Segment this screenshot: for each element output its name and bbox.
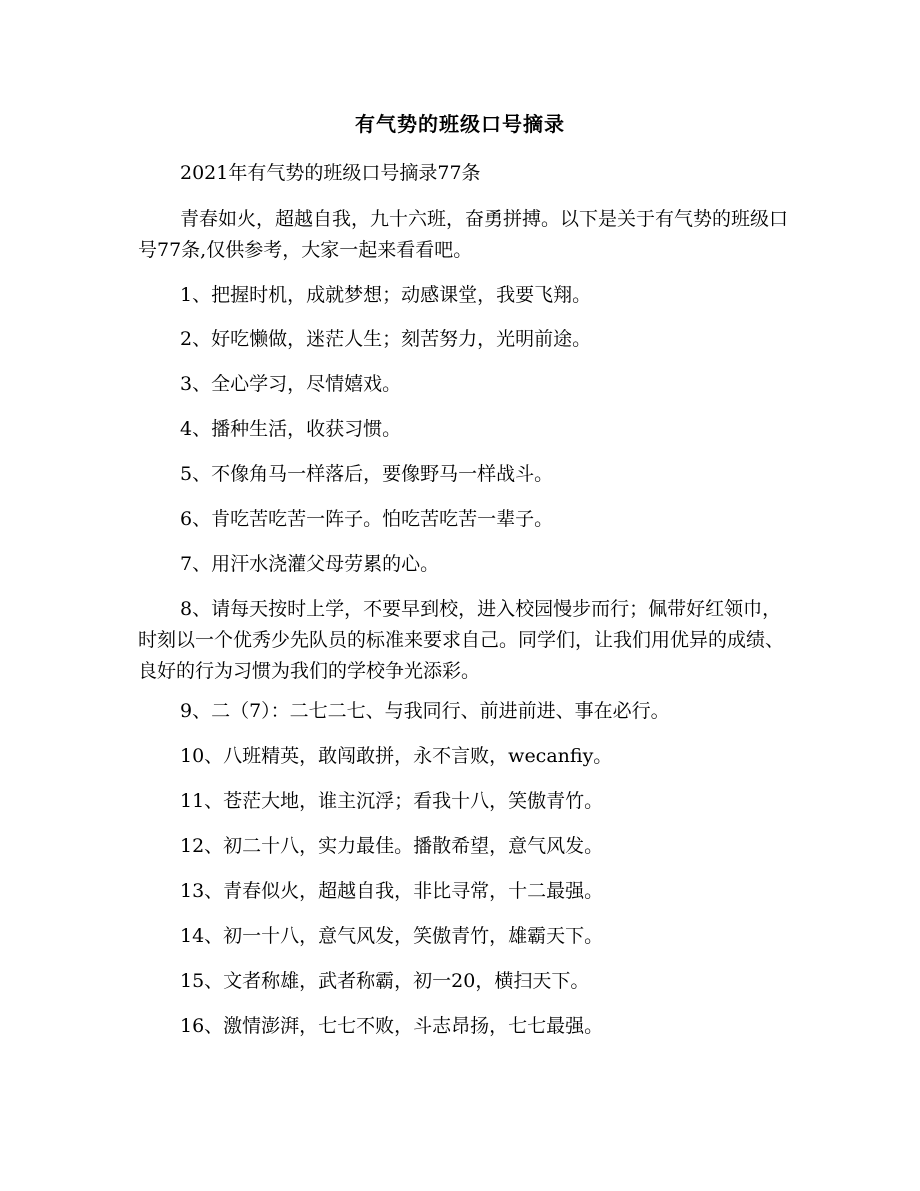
list-item: 13、青春似火，超越自我，非比寻常，十二最强。 [180,880,604,902]
list-item: 15、文者称雄，武者称霸，初一20，横扫天下。 [180,970,590,992]
list-item: 9、二（7）：二七二七、与我同行、前进前进、事在必行。 [180,700,670,722]
document-subtitle: 2021年有气势的班级口号摘录77条 [180,162,481,184]
list-item: 4、播种生活，收获习惯。 [180,418,402,440]
list-item: 1、把握时机，成就梦想；动感课堂，我要飞翔。 [180,284,592,306]
list-item: 2、好吃懒做，迷茫人生；刻苦努力，光明前途。 [180,328,592,350]
list-item: 6、肯吃苦吃苦一阵子。怕吃苦吃苦一辈子。 [180,508,554,530]
list-item: 16、激情澎湃，七七不败，斗志昂扬，七七最强。 [180,1015,604,1037]
list-item: 7、用汗水浇灌父母劳累的心。 [180,553,440,575]
list-item: 14、初一十八，意气风发，笑傲青竹，雄霸天下。 [180,925,604,947]
list-item: 10、八班精英，敢闯敢拼，永不言败，wecanfiy。 [180,745,613,767]
list-item: 8、请每天按时上学，不要早到校，进入校园慢步而行；佩带好红领巾，时刻以一个优秀少先队员的标准来要求自己。同学们，让我们用优异的成绩、良好的行为习惯为我们的学校争光添彩。 [138,598,785,682]
list-item: 3、全心学习，尽情嬉戏。 [180,373,402,395]
intro-paragraph: 青春如火，超越自我，九十六班，奋勇拼搏。以下是关于有气势的班级口号77条,仅供参考，大家一起来看看吧。 [138,208,789,261]
list-item: 12、初二十八，实力最佳。播散希望，意气风发。 [180,835,604,857]
document-title: 有气势的班级口号摘录 [355,112,565,136]
list-item: 5、不像角马一样落后，要像野马一样战斗。 [180,463,554,485]
list-item: 11、苍茫大地，谁主沉浮；看我十八，笑傲青竹。 [180,790,604,812]
